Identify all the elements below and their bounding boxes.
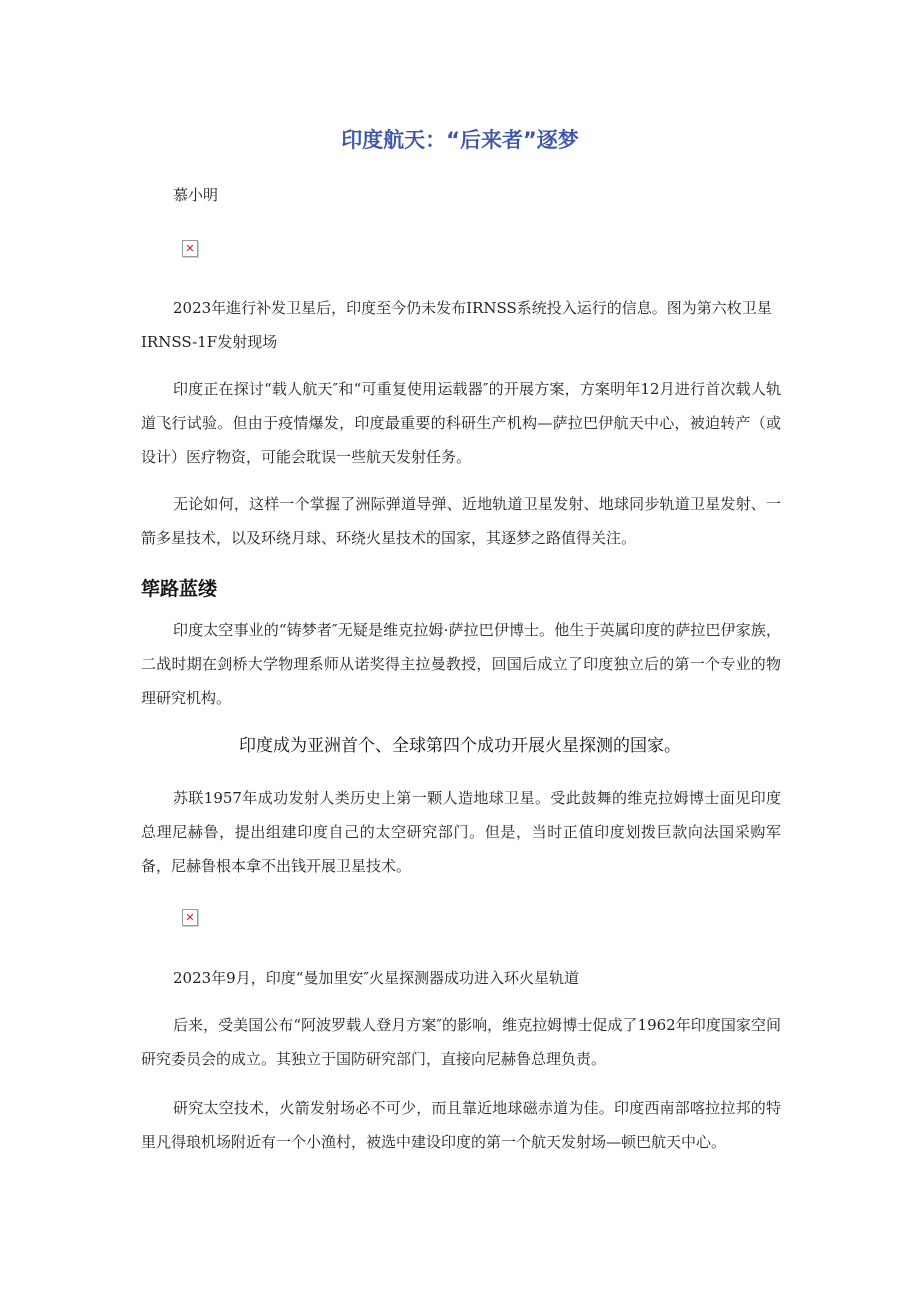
article-title: 印度航天：“后来者”逐梦 (341, 128, 579, 152)
paragraph: 研究太空技术，火箭发射场必不可少，而且靠近地球磁赤道为佳。印度西南部喀拉拉邦的特里凡得琅机场附近有一个小渔村，被选中建设印度的第一个航天发射场—顿巴航天中心。 (141, 1099, 781, 1151)
section-heading: 筚路蓝缕 (141, 578, 218, 600)
paragraph: 后来，受美国公布“阿波罗载人登月方案″的影响，维克拉姆博士促成了1962年印度国家空间研究委员会的成立。其独立于国防研究部门，直接向尼赫鲁总理负责。 (141, 1016, 781, 1068)
broken-image-icon: ✕ (185, 911, 195, 924)
broken-image-placeholder (182, 240, 198, 257)
broken-image-icon: ✕ (185, 242, 195, 255)
paragraph: 无论如何，这样一个掌握了洲际弹道导弹、近地轨道卫星发射、地球同步轨道卫星发射、一箭多星技术，以及环绕月球、环绕火星技术的国家，其逐梦之路值得关注。 (141, 495, 781, 547)
image-caption: 2023年進行补发卫星后，印度至今仍未发布IRNSS系统投入运行的信息。图为第六枚卫星IRNSS-1F发射现场 (141, 299, 772, 351)
image-caption: 2023年9月，印度“曼加里安″火星探测器成功进入环火星轨道 (173, 969, 579, 987)
pull-quote: 印度成为亚洲首个、全球第四个成功开展火星探测的国家。 (239, 736, 681, 756)
paragraph: 印度太空事业的“铸梦者″无疑是维克拉姆·萨拉巴伊博士。他生于英属印度的萨拉巴伊家族，二战时期在剑桥大学物理系师从诺奖得主拉曼教授，回国后成立了印度独立后的第一个专业的物理研究机构。 (141, 621, 781, 707)
broken-image-placeholder (182, 909, 198, 926)
article-author: 慕小明 (173, 186, 219, 204)
paragraph: 苏联1957年成功发射人类历史上第一颗人造地球卫星。受此鼓舞的维克拉姆博士面见印度总理尼赫鲁，提出组建印度自己的太空研究部门。但是，当时正值印度划拨巨款向法国采购军备，尼赫鲁根本拿不出钱开展卫星技术。 (141, 789, 781, 875)
paragraph: 印度正在探讨“载人航天″和“可重复使用运载器″的开展方案，方案明年12月进行首次载人轨道飞行试验。但由于疫情爆发，印度最重要的科研生产机构—萨拉巴伊航天中心，被迫转产（或设计）医疗物资，可能会耽误一些航天发射任务。 (141, 380, 781, 466)
